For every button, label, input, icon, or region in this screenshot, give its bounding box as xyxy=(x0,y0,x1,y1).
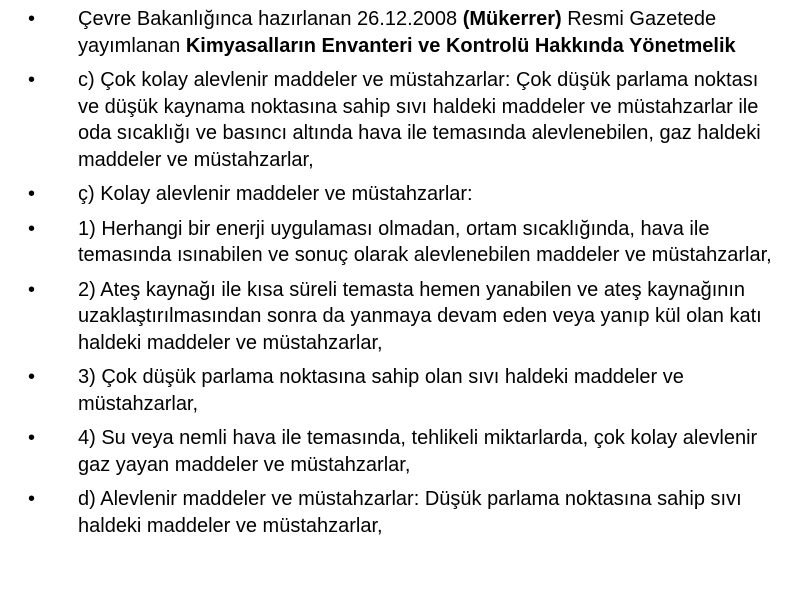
item-text: 3) Çok düşük parlama noktasına sahip olan sıvı haldeki maddeler ve müstahzarlar, xyxy=(78,366,684,415)
bullet-icon: • xyxy=(28,217,36,240)
item-text: 1) Herhangi bir enerji uygulaması olmadan, ortam sıcaklığında, hava ile temasında ısınabilen ve sonuç olarak alevlenebilen maddeler ve müstahzarlar, xyxy=(78,217,772,266)
bullet-icon: • xyxy=(28,278,36,301)
bullet-list xyxy=(28,6,778,547)
item-text-0d: Kimyasalların Envanteri ve Kontrolü Hakkında Yönetmelik xyxy=(185,34,736,57)
bullet-icon: • xyxy=(28,8,36,30)
item-text-0c: Resmi Gazetede yayımlanan xyxy=(78,8,717,57)
list-item xyxy=(28,486,778,539)
list-item xyxy=(28,181,778,208)
item-text: c) Çok kolay alevlenir maddeler ve müstahzarlar: Çok düşük parlama noktası ve düşük kaynama noktasına sahip sıvı haldeki maddeler ve müstahzarlar ile oda sıcaklığı ve basıncı altında hava ile temasında alevlenebilen, gaz haldeki maddeler ve müstahzarlar, xyxy=(78,69,761,171)
list-item xyxy=(28,6,778,59)
bullet-icon: • xyxy=(28,69,36,91)
bullet-icon: • xyxy=(28,183,36,205)
list-item xyxy=(28,216,778,269)
item-text-0b: (Mükerrer) xyxy=(462,8,562,30)
item-text-0a: Çevre Bakanlığınca hazırlanan 26.12.2008 xyxy=(78,8,463,30)
item-text: 2) Ateş kaynağı ile kısa süreli temasta hemen yanabilen ve ateş kaynağının uzaklaştırılmasından sonra da yanmaya devam eden veya yanıp kül olan katı haldeki maddeler ve müstahzarlar, xyxy=(78,278,762,354)
bullet-icon: • xyxy=(28,366,36,388)
item-text: d) Alevlenir maddeler ve müstahzarlar: Düşük parlama noktasına sahip sıvı haldeki maddeler ve müstahzarlar, xyxy=(78,488,742,537)
list-item xyxy=(28,364,778,417)
item-text: ç) Kolay alevlenir maddeler ve müstahzarlar: xyxy=(78,183,473,205)
list-item xyxy=(28,277,778,357)
bullet-icon: • xyxy=(28,488,36,510)
bullet-icon: • xyxy=(28,427,36,449)
list-item xyxy=(28,67,778,173)
item-text: 4) Su veya nemli hava ile temasında, tehlikeli miktarlarda, çok kolay alevlenir gaz yayan maddeler ve müstahzarlar, xyxy=(78,427,758,476)
list-item xyxy=(28,425,778,478)
